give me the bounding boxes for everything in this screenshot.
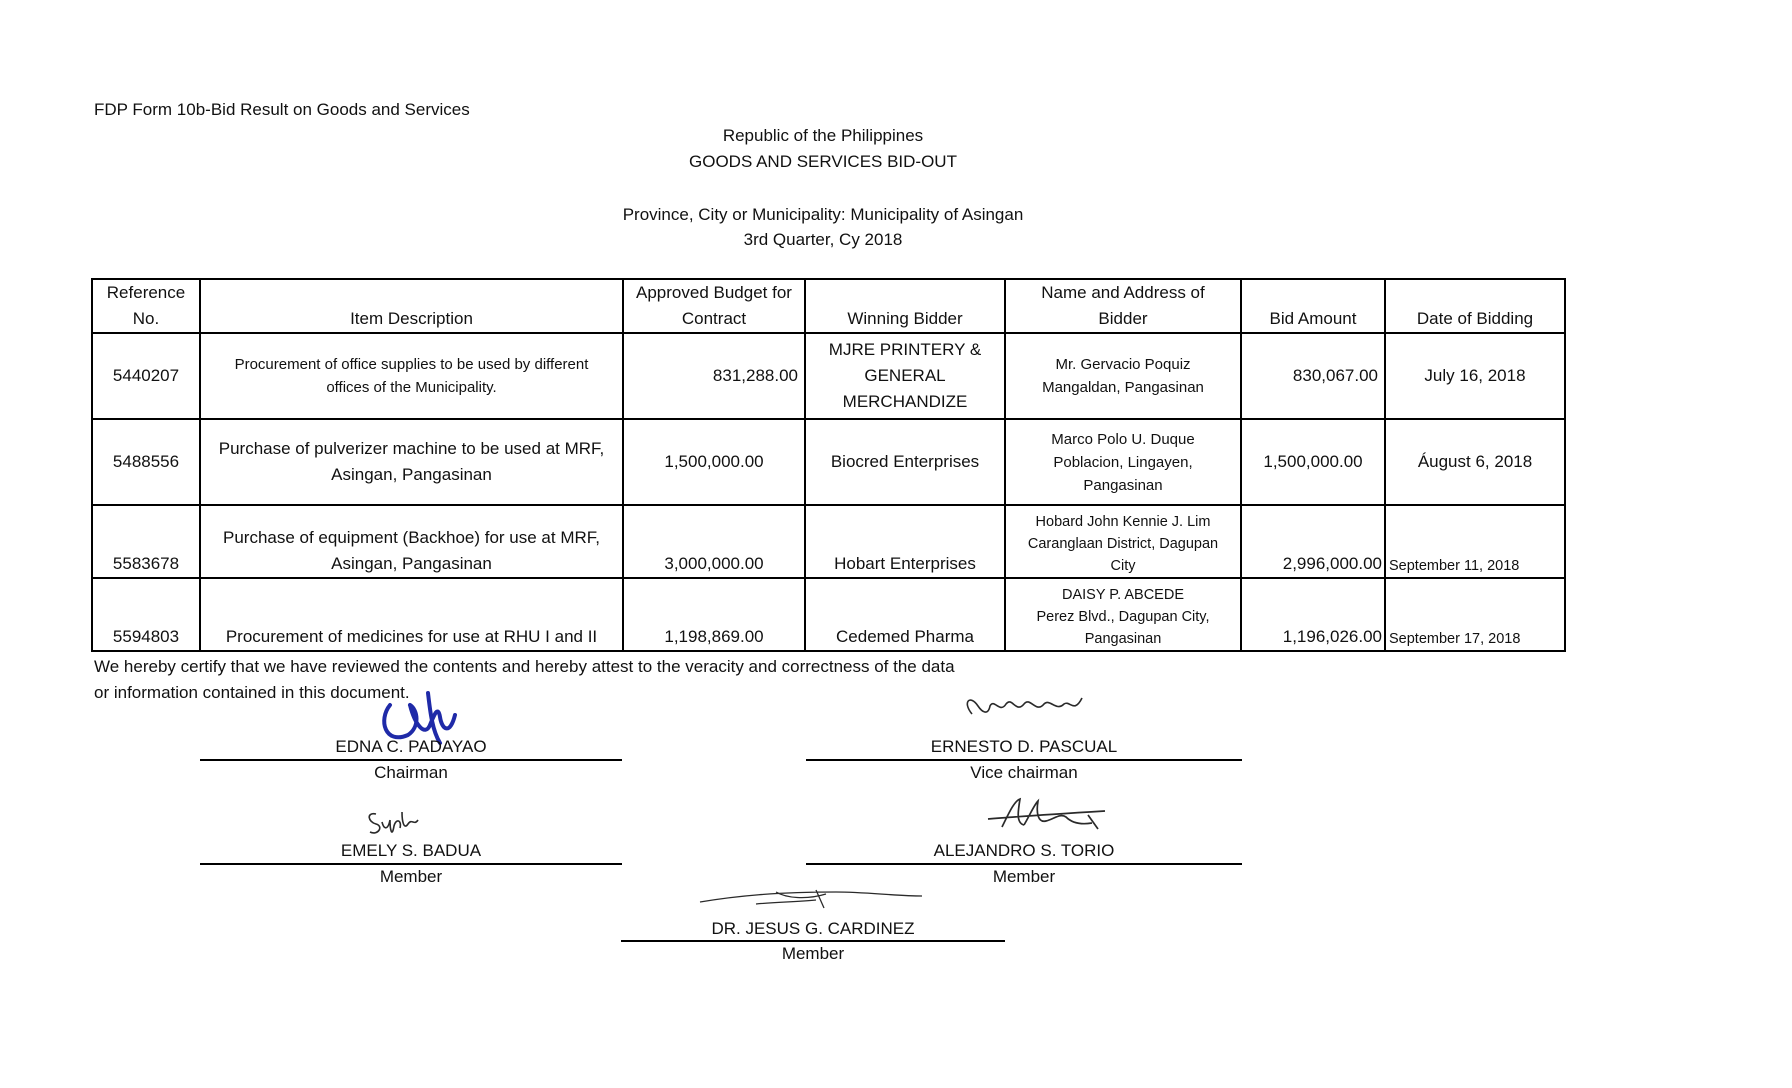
signature-line <box>200 759 622 761</box>
signature-line <box>621 940 1005 942</box>
cell-bid-amount: 1,500,000.00 <box>1241 419 1385 505</box>
signature-torio <box>980 795 1110 837</box>
signatory-role: Member <box>379 867 443 886</box>
signatory-role: Chairman <box>374 763 448 782</box>
cell-approved-budget: 1,198,869.00 <box>623 578 805 651</box>
cell-bidder-address: Mr. Gervacio Poquiz Mangaldan, Pangasinan <box>1005 333 1241 419</box>
header-title: GOODS AND SERVICES BID-OUT <box>689 152 957 171</box>
signatory-name: EMELY S. BADUA <box>340 841 482 860</box>
table-row <box>92 578 1565 651</box>
signatory-role: Member <box>992 867 1056 886</box>
cell-date: July 16, 2018 <box>1385 333 1565 419</box>
signature-cardinez <box>696 882 926 914</box>
cell-reference: 5583678 <box>92 505 200 578</box>
signatory-role: Vice chairman <box>970 763 1078 782</box>
cell-reference: 5488556 <box>92 419 200 505</box>
header-item-description: Item Description <box>200 279 623 333</box>
signature-line <box>806 863 1242 865</box>
cell-date: September 17, 2018 <box>1385 578 1565 651</box>
cell-winning-bidder: Biocred Enterprises <box>805 419 1005 505</box>
bid-results-table <box>91 278 1566 652</box>
certification-line-2: or information contained in this document. <box>94 683 410 702</box>
header-winning-bidder: Winning Bidder <box>805 279 1005 333</box>
header-bid-amount: Bid Amount <box>1241 279 1385 333</box>
table-row <box>92 333 1565 419</box>
header-municipality: Province, City or Municipality: Municipality of Asingan <box>622 205 1024 224</box>
cell-description: Procurement of medicines for use at RHU I and II <box>200 578 623 651</box>
cell-bid-amount: 1,196,026.00 <box>1241 578 1385 651</box>
cell-reference: 5594803 <box>92 578 200 651</box>
signatory-name: EDNA C. PADAYAO <box>335 737 487 756</box>
signatory-name: ERNESTO D. PASCUAL <box>930 737 1118 756</box>
header-bidder-address: Name and Address of Bidder <box>1005 279 1241 333</box>
header-reference-no: Reference No. <box>92 279 200 333</box>
cell-bid-amount: 830,067.00 <box>1241 333 1385 419</box>
cell-description: Purchase of pulverizer machine to be used at MRF, Asingan, Pangasinan <box>200 419 623 505</box>
cell-winning-bidder: Hobart Enterprises <box>805 505 1005 578</box>
table-row <box>92 419 1565 505</box>
signatory-name: ALEJANDRO S. TORIO <box>933 841 1115 860</box>
cell-description: Procurement of office supplies to be used by different offices of the Municipality. <box>200 333 623 419</box>
cell-approved-budget: 831,288.00 <box>623 333 805 419</box>
cell-description: Purchase of equipment (Backhoe) for use at MRF, Asingan, Pangasinan <box>200 505 623 578</box>
certification-line-1: We hereby certify that we have reviewed the contents and hereby attest to the veracity and correctness of the data <box>94 657 955 676</box>
cell-bidder-address: Marco Polo U. Duque Poblacion, Lingayen, Pangasinan <box>1005 419 1241 505</box>
cell-approved-budget: 1,500,000.00 <box>623 419 805 505</box>
signature-badua <box>364 806 424 840</box>
signatory-role: Member <box>781 944 845 963</box>
signatory-name: DR. JESUS G. CARDINEZ <box>711 919 915 938</box>
cell-bidder-address: DAISY P. ABCEDE Perez Blvd., Dagupan City, Pangasinan <box>1005 578 1241 651</box>
cell-winning-bidder: MJRE PRINTERY & GENERAL MERCHANDIZE <box>805 333 1005 419</box>
header-approved-budget: Approved Budget for Contract <box>623 279 805 333</box>
cell-reference: 5440207 <box>92 333 200 419</box>
form-identifier: FDP Form 10b-Bid Result on Goods and Services <box>94 100 470 119</box>
header-date-of-bidding: Date of Bidding <box>1385 279 1565 333</box>
header-country: Republic of the Philippines <box>722 126 924 145</box>
cell-date: September 11, 2018 <box>1385 505 1565 578</box>
signature-line <box>200 863 622 865</box>
cell-approved-budget: 3,000,000.00 <box>623 505 805 578</box>
cell-winning-bidder: Cedemed Pharma <box>805 578 1005 651</box>
header-period: 3rd Quarter, Cy 2018 <box>743 230 903 249</box>
cell-bidder-address: Hobard John Kennie J. Lim Caranglaan District, Dagupan City <box>1005 505 1241 578</box>
cell-bid-amount: 2,996,000.00 <box>1241 505 1385 578</box>
table-header-row <box>92 279 1565 333</box>
signature-pascual <box>960 692 1095 728</box>
signature-line <box>806 759 1242 761</box>
table-row <box>92 505 1565 578</box>
cell-date: Áugust 6, 2018 <box>1385 419 1565 505</box>
